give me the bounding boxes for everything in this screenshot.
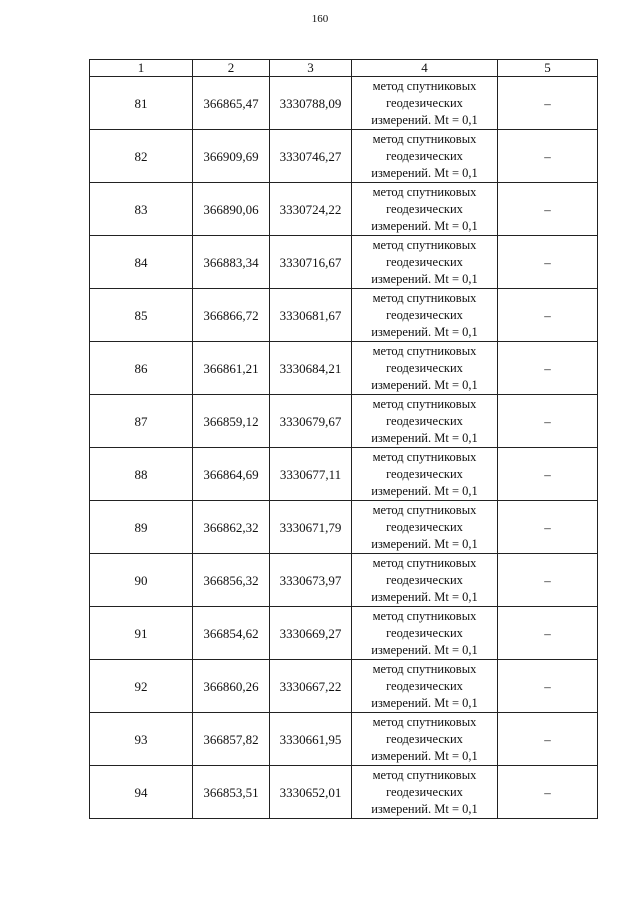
x-coordinate-cell: 366856,32 <box>193 554 270 607</box>
x-coordinate-cell: 366866,72 <box>193 289 270 342</box>
point-number-cell: 91 <box>90 607 193 660</box>
method-cell <box>352 713 498 766</box>
point-number-cell: 86 <box>90 342 193 395</box>
method-line: измерений. Mt = 0,1 <box>371 165 478 180</box>
y-coordinate-cell: 3330671,79 <box>270 501 352 554</box>
point-number-cell: 92 <box>90 660 193 713</box>
method-line: измерений. Mt = 0,1 <box>371 430 478 445</box>
method-line: метод спутниковых <box>372 449 477 464</box>
note-cell: – <box>498 342 598 395</box>
x-coordinate-cell: 366854,62 <box>193 607 270 660</box>
method-line: геодезических <box>386 572 463 587</box>
x-coordinate-cell: 366861,21 <box>193 342 270 395</box>
method-line: измерений. Mt = 0,1 <box>371 483 478 498</box>
method-line: геодезических <box>386 784 463 799</box>
method-line: измерений. Mt = 0,1 <box>371 271 478 286</box>
note-cell: – <box>498 77 598 130</box>
method-line: метод спутниковых <box>372 396 477 411</box>
method-line: метод спутниковых <box>372 184 477 199</box>
y-coordinate-cell: 3330673,97 <box>270 554 352 607</box>
method-line: измерений. Mt = 0,1 <box>371 642 478 657</box>
method-line: измерений. Mt = 0,1 <box>371 695 478 710</box>
page-number: 160 <box>311 13 329 25</box>
method-line: геодезических <box>386 307 463 322</box>
note-cell: – <box>498 607 598 660</box>
table-row <box>90 766 598 819</box>
x-coordinate-cell: 366860,26 <box>193 660 270 713</box>
x-coordinate-cell: 366853,51 <box>193 766 270 819</box>
point-number-cell: 93 <box>90 713 193 766</box>
method-line: геодезических <box>386 678 463 693</box>
y-coordinate-cell: 3330677,11 <box>270 448 352 501</box>
note-cell: – <box>498 395 598 448</box>
method-line: метод спутниковых <box>372 608 477 623</box>
note-cell: – <box>498 501 598 554</box>
method-cell <box>352 660 498 713</box>
note-cell: – <box>498 713 598 766</box>
point-number-cell: 81 <box>90 77 193 130</box>
x-coordinate-cell: 366857,82 <box>193 713 270 766</box>
method-cell <box>352 395 498 448</box>
x-coordinate-cell: 366890,06 <box>193 183 270 236</box>
note-cell: – <box>498 448 598 501</box>
table-row <box>90 607 598 660</box>
method-line: геодезических <box>386 95 463 110</box>
y-coordinate-cell: 3330716,67 <box>270 236 352 289</box>
method-cell <box>352 342 498 395</box>
method-line: измерений. Mt = 0,1 <box>371 377 478 392</box>
point-number-cell: 88 <box>90 448 193 501</box>
x-coordinate-cell: 366883,34 <box>193 236 270 289</box>
method-line: измерений. Mt = 0,1 <box>371 589 478 604</box>
method-line: метод спутниковых <box>372 78 477 93</box>
method-line: геодезических <box>386 360 463 375</box>
method-cell <box>352 448 498 501</box>
x-coordinate-cell: 366909,69 <box>193 130 270 183</box>
y-coordinate-cell: 3330661,95 <box>270 713 352 766</box>
y-coordinate-cell: 3330652,01 <box>270 766 352 819</box>
table-row <box>90 713 598 766</box>
table-header-row <box>90 60 598 77</box>
table-row <box>90 501 598 554</box>
table-row <box>90 554 598 607</box>
method-cell <box>352 607 498 660</box>
method-cell <box>352 766 498 819</box>
method-line: геодезических <box>386 466 463 481</box>
method-line: геодезических <box>386 254 463 269</box>
method-cell <box>352 554 498 607</box>
y-coordinate-cell: 3330667,22 <box>270 660 352 713</box>
y-coordinate-cell: 3330684,21 <box>270 342 352 395</box>
table-row <box>90 395 598 448</box>
column-header-2: 2 <box>193 60 270 77</box>
method-line: измерений. Mt = 0,1 <box>371 801 478 816</box>
table-row <box>90 236 598 289</box>
method-line: геодезических <box>386 201 463 216</box>
y-coordinate-cell: 3330679,67 <box>270 395 352 448</box>
note-cell: – <box>498 554 598 607</box>
point-number-cell: 85 <box>90 289 193 342</box>
method-line: метод спутниковых <box>372 767 477 782</box>
table-row <box>90 289 598 342</box>
point-number-cell: 83 <box>90 183 193 236</box>
table-row <box>90 130 598 183</box>
note-cell: – <box>498 183 598 236</box>
y-coordinate-cell: 3330788,09 <box>270 77 352 130</box>
note-cell: – <box>498 289 598 342</box>
table-row <box>90 660 598 713</box>
note-cell: – <box>498 130 598 183</box>
coordinates-table <box>89 59 598 819</box>
point-number-cell: 87 <box>90 395 193 448</box>
method-line: метод спутниковых <box>372 343 477 358</box>
method-line: измерений. Mt = 0,1 <box>371 748 478 763</box>
method-line: метод спутниковых <box>372 555 477 570</box>
y-coordinate-cell: 3330681,67 <box>270 289 352 342</box>
method-cell <box>352 236 498 289</box>
method-line: геодезических <box>386 413 463 428</box>
method-cell <box>352 289 498 342</box>
method-line: измерений. Mt = 0,1 <box>371 324 478 339</box>
method-cell <box>352 77 498 130</box>
method-line: метод спутниковых <box>372 661 477 676</box>
method-cell <box>352 130 498 183</box>
x-coordinate-cell: 366865,47 <box>193 77 270 130</box>
method-line: геодезических <box>386 148 463 163</box>
point-number-cell: 84 <box>90 236 193 289</box>
note-cell: – <box>498 766 598 819</box>
note-cell: – <box>498 660 598 713</box>
table-row <box>90 77 598 130</box>
method-line: измерений. Mt = 0,1 <box>371 112 478 127</box>
y-coordinate-cell: 3330746,27 <box>270 130 352 183</box>
x-coordinate-cell: 366859,12 <box>193 395 270 448</box>
x-coordinate-cell: 366864,69 <box>193 448 270 501</box>
method-line: измерений. Mt = 0,1 <box>371 536 478 551</box>
table-row <box>90 183 598 236</box>
method-line: метод спутниковых <box>372 714 477 729</box>
method-line: метод спутниковых <box>372 502 477 517</box>
column-header-3: 3 <box>270 60 352 77</box>
method-line: геодезических <box>386 731 463 746</box>
method-line: геодезических <box>386 519 463 534</box>
method-line: метод спутниковых <box>372 131 477 146</box>
note-cell: – <box>498 236 598 289</box>
method-cell <box>352 501 498 554</box>
y-coordinate-cell: 3330724,22 <box>270 183 352 236</box>
point-number-cell: 90 <box>90 554 193 607</box>
method-line: измерений. Mt = 0,1 <box>371 218 478 233</box>
point-number-cell: 89 <box>90 501 193 554</box>
point-number-cell: 82 <box>90 130 193 183</box>
method-cell <box>352 183 498 236</box>
table-row <box>90 448 598 501</box>
table-row <box>90 342 598 395</box>
point-number-cell: 94 <box>90 766 193 819</box>
column-header-5: 5 <box>498 60 598 77</box>
y-coordinate-cell: 3330669,27 <box>270 607 352 660</box>
method-line: геодезических <box>386 625 463 640</box>
method-line: метод спутниковых <box>372 237 477 252</box>
x-coordinate-cell: 366862,32 <box>193 501 270 554</box>
method-line: метод спутниковых <box>372 290 477 305</box>
column-header-4: 4 <box>352 60 498 77</box>
table-body <box>90 77 598 819</box>
column-header-1: 1 <box>90 60 193 77</box>
